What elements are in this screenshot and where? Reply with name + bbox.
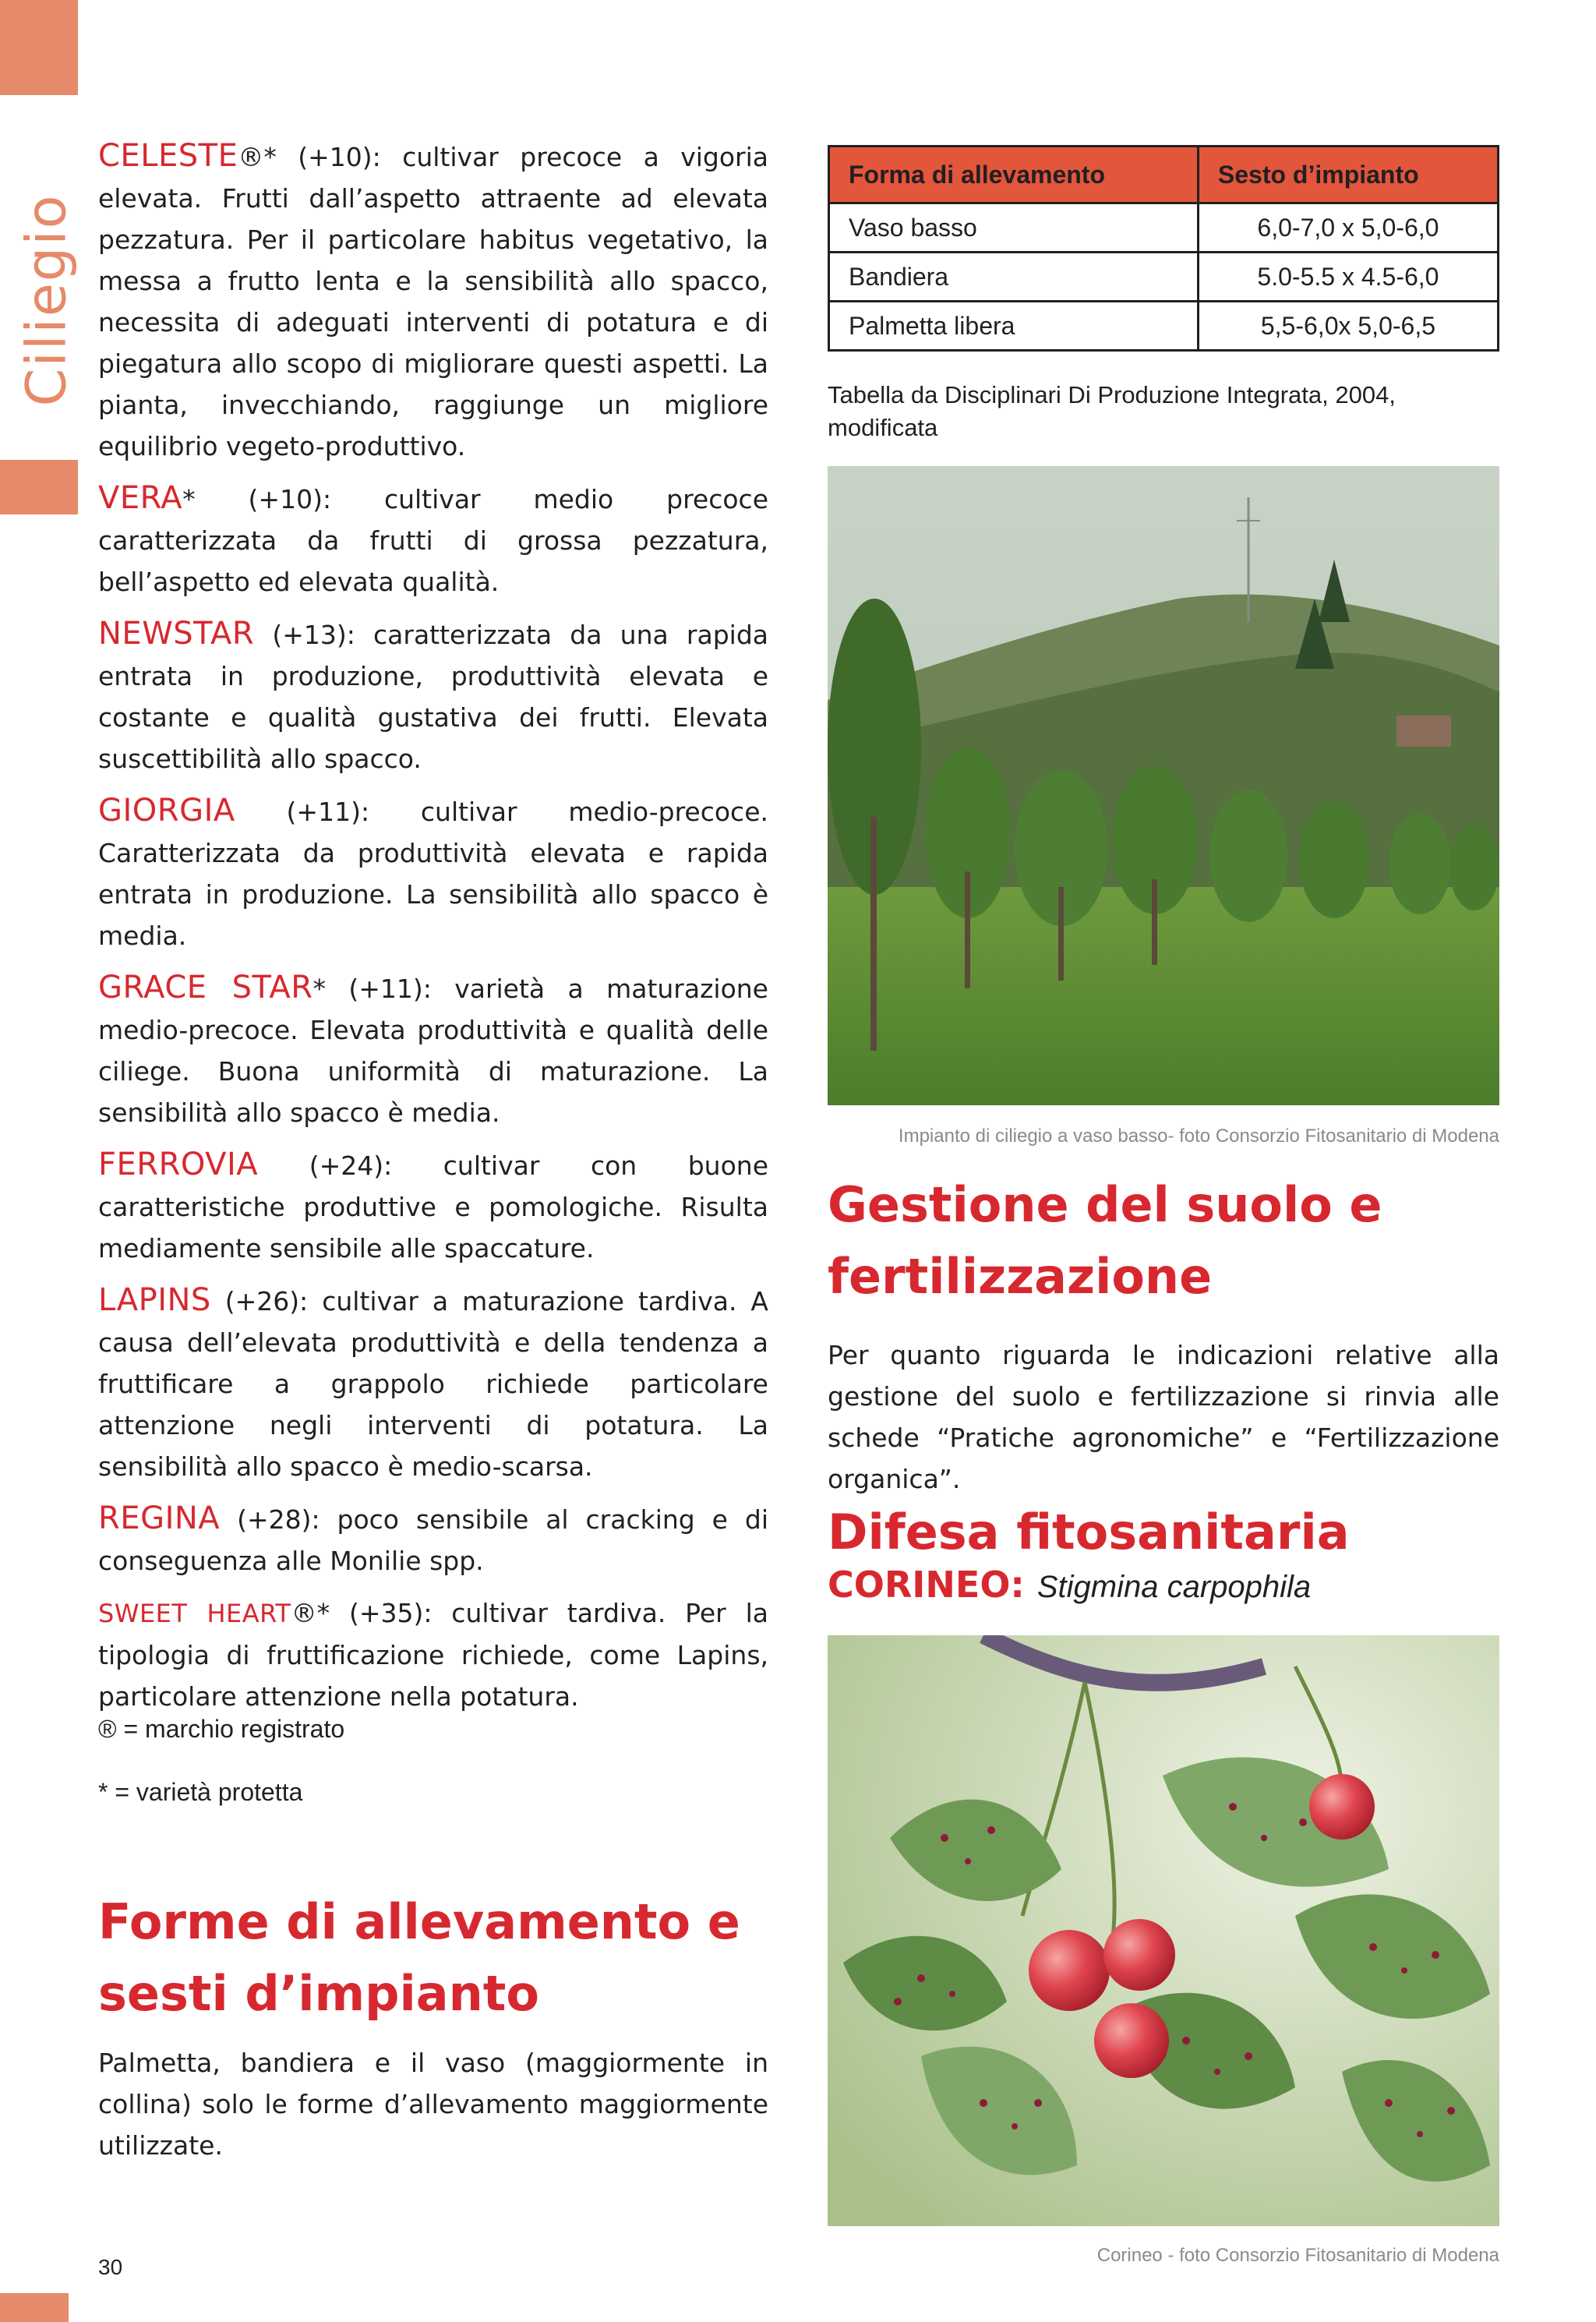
cultivar-entry [98, 790, 768, 956]
table-header: Sesto d’impianto [1198, 147, 1498, 203]
page-number: 30 [98, 2255, 123, 2279]
page-tab-top [0, 0, 78, 95]
section-side-label: Ciliegio [14, 193, 78, 407]
cultivar-description: (+10): cultivar medio precoce caratterizzata da frutti di grossa pezzatura, bell’aspetto ed elevata qualità. [98, 484, 768, 597]
section-gestione [828, 1169, 1499, 1500]
table-cell: 5.0-5.5 x 4.5-6,0 [1198, 253, 1498, 302]
cultivar-name: NEWSTAR [98, 616, 255, 652]
table-header: Forma di allevamento [829, 147, 1199, 203]
section-forme [98, 1886, 768, 2166]
cultivar-description: (+28): poco sensibile al cracking e di conseguenza alle Monilie spp. [98, 1504, 768, 1576]
cultivar-name: GIORGIA [98, 793, 235, 829]
cultivar-description: (+35): cultivar tardiva. Per la tipologia di fruttificazione richiede, come Lapins, particolare attenzione nella potatura. [98, 1598, 768, 1712]
cultivar-description: (+24): cultivar con buone caratteristiche produttive e pomologiche. Risulta mediamente sensibile alle spaccature. [98, 1150, 768, 1263]
table-cell: Palmetta libera [829, 302, 1199, 351]
table-row [829, 253, 1499, 302]
cultivar-name: REGINA [98, 1500, 221, 1536]
cultivar-entry [98, 1144, 768, 1269]
table-cell: Vaso basso [829, 203, 1199, 253]
cultivar-entry [98, 1592, 768, 1717]
cultivar-entry [98, 478, 768, 603]
section-title: Gestione del suolo e fertilizzazione [828, 1176, 1382, 1305]
cultivar-name: LAPINS [98, 1282, 211, 1318]
note-registered: ® = marchio registrato [98, 1715, 345, 1743]
section-difesa [828, 1497, 1499, 1606]
cultivar-description: (+11): varietà a maturazione medio-precoce. Elevata produttività e qualità delle ciliege. Buona uniformità di maturazione. La sensibilità allo spacco è media. [98, 974, 768, 1128]
section-text: Palmetta, bandiera e il vaso (maggiormente in collina) solo le forme d’allevamento maggiormente utilizzate. [98, 2048, 768, 2161]
cultivar-name: SWEET HEART [98, 1599, 291, 1628]
table-cell: 5,5-6,0x 5,0-6,5 [1198, 302, 1498, 351]
section-title: Forme di allevamento e sesti d’impianto [98, 1893, 740, 2022]
cultivar-name: GRACE STAR [98, 970, 313, 1005]
cultivar-mark: ®* [238, 142, 277, 172]
photo-caption: Impianto di ciliegio a vaso basso- foto Consorzio Fitosanitario di Modena [898, 1126, 1499, 1147]
table-header-row [829, 147, 1499, 203]
section-title: Difesa fitosanitaria [828, 1504, 1350, 1560]
cultivar-mark: ®* [291, 1598, 330, 1628]
legend-notes [98, 1715, 768, 1841]
section-text: Per quanto riguarda le indicazioni relative alla gestione del suolo e fertilizzazione si rinvia alle schede “Pratiche agronomiche” e “Fertilizzazione organica”. [828, 1340, 1499, 1494]
table-caption: Tabella da Disciplinari Di Produzione Integrata, 2004, modificata [828, 381, 1396, 441]
cultivar-mark: * [182, 484, 196, 514]
table-row [829, 302, 1499, 351]
table-cell: 6,0-7,0 x 5,0-6,0 [1198, 203, 1498, 253]
cultivar-entry [98, 613, 768, 779]
cultivar-mark: * [312, 974, 326, 1004]
cultivar-entry [98, 136, 768, 467]
disease-name: CORINEO: [828, 1564, 1025, 1606]
note-protected: * = varietà protetta [98, 1778, 303, 1806]
side-accent-bar [0, 460, 78, 514]
cultivar-entry [98, 1280, 768, 1487]
disease-heading [828, 1564, 1499, 1606]
cultivar-description: (+10): cultivar precoce a vigoria elevata. Frutti dall’aspetto attraente ad elevata pezzatura. Per il particolare habitus vegetativo, la messa a frutto lenta e la sensibilità allo spacco, necessita di adeguati interventi di potatura e di piegatura allo scopo di migliorare questi aspetti. La pianta, invecchiando, raggiunge un migliore equilibrio vegeto-produttivo. [98, 142, 768, 461]
cultivar-name: FERROVIA [98, 1147, 259, 1182]
cultivar-description: (+11): cultivar medio-precoce. Caratterizzata da produttività elevata e rapida entrata in produzione. La sensibilità allo spacco è media. [98, 797, 768, 951]
cultivar-description: (+26): cultivar a maturazione tardiva. A causa dell’elevata produttività e della tendenza a fruttificare a grappolo richiede particolare attenzione negli interventi di potatura. La sensibilità allo spacco è medio-scarsa. [98, 1286, 768, 1482]
cultivar-description: (+13): caratterizzata da una rapida entrata in produzione, produttività elevata e costante e qualità gustativa dei frutti. Elevata suscettibilità allo spacco. [98, 620, 768, 774]
page-tab-bottom [0, 2293, 69, 2322]
table-row [829, 203, 1499, 253]
cultivar-name: VERA [98, 480, 183, 516]
cultivar-list [98, 136, 768, 1728]
cultivar-entry [98, 1498, 768, 1582]
corineo-photo [828, 1635, 1499, 2226]
orchard-photo [828, 466, 1499, 1105]
cultivar-entry [98, 967, 768, 1133]
cultivar-name: CELESTE [98, 138, 238, 174]
table-cell: Bandiera [829, 253, 1199, 302]
disease-scientific-name: Stigmina carpophila [1036, 1570, 1312, 1604]
photo-caption: Corineo - foto Consorzio Fitosanitario di Modena [1096, 2245, 1499, 2266]
planting-table [828, 145, 1499, 352]
